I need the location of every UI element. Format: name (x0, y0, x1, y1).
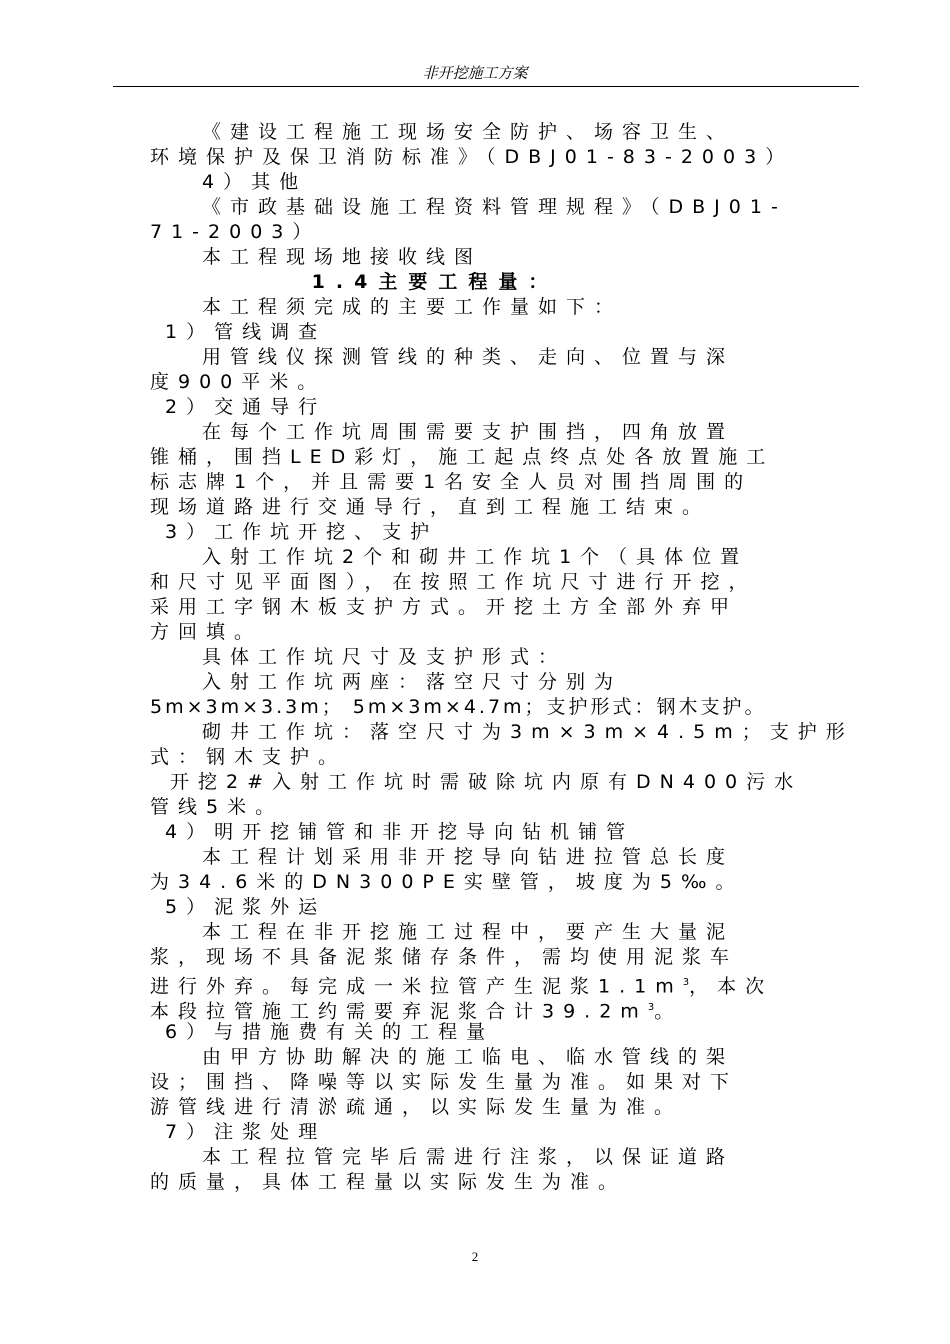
text-line: 为34.6米的DN300PE实壁管，坡度为5‰。 (150, 871, 744, 893)
text-line: 4）其他 (202, 171, 308, 193)
text-line: 的质量，具体工程量以实际发生为准。 (150, 1171, 627, 1193)
text-line: 设；围挡、降噪等以实际发生量为准。如果对下 (150, 1071, 739, 1093)
text-segment: 本段拉管施工约需要弃泥浆合计39.2m (150, 1000, 648, 1023)
text-line: 本工程拉管完毕后需进行注浆，以保证道路 (202, 1146, 735, 1168)
text-line: 用管线仪探测管线的种类、走向、位置与深 (202, 346, 735, 368)
text-line: 开挖2#入射工作坑时需破除坑内原有DN400污水 (170, 771, 803, 793)
list-heading: 5）泥浆外运 (165, 896, 327, 918)
list-heading: 1）管线调查 (165, 321, 327, 343)
list-heading: 4）明开挖铺管和非开挖导向钻机铺管 (165, 821, 635, 843)
text-segment: 。 (654, 1000, 683, 1023)
text-line: 在每个工作坑周围需要支护围挡，四角放置 (202, 421, 735, 443)
text-line: 入射工作坑两座：落空尺寸分别为 (202, 671, 623, 693)
text-line: 71-2003） (150, 221, 321, 243)
text-line: 《市政基础设施工程资料管理规程》（DBJ01- (202, 196, 787, 218)
text-line (150, 970, 850, 998)
text-line: 环境保护及保卫消防标准》（DBJ01-83-2003） (150, 146, 794, 168)
text-segment: 进行外弃。每完成一米拉管产生泥浆1.1m (150, 975, 683, 998)
text-line: 《建设工程施工现场安全防护、场容卫生、 (202, 121, 735, 143)
text-line: 方回填。 (150, 621, 263, 643)
header-divider (113, 86, 859, 87)
document-body (150, 120, 854, 1195)
header-title: 非开挖施工方案 (422, 64, 528, 82)
text-line (150, 995, 850, 1023)
text-line: 本工程须完成的主要工作量如下： (202, 296, 623, 318)
superscript: 3 (647, 1002, 655, 1013)
list-heading: 3）工作坑开挖、支护 (165, 521, 439, 543)
list-heading: 2）交通导行 (165, 396, 327, 418)
text-line: 入射工作坑2个和砌井工作坑1个（具体位置 (202, 546, 749, 568)
text-line: 本工程计划采用非开挖导向钻进拉管总长度 (202, 846, 735, 868)
text-line: 标志牌1个，并且需要1名安全人员对围挡周围的 (150, 471, 753, 493)
text-line: 管线5米。 (150, 796, 284, 818)
text-line: 具体工作坑尺寸及支护形式： (202, 646, 567, 668)
superscript: 3 (682, 977, 690, 988)
text-line: 砌井工作坑：落空尺寸为3m×3m×4.5m；支护形 (202, 721, 854, 743)
section-heading: 1.4主要工程量： (311, 271, 559, 293)
text-line: 和尺寸见平面图），在按照工作坑尺寸进行开挖， (150, 571, 757, 593)
list-heading: 6）与措施费有关的工程量 (165, 1021, 495, 1043)
text-segment: ，本次 (689, 975, 774, 998)
text-line: 式：钢木支护。 (150, 746, 347, 768)
list-heading: 7）注浆处理 (165, 1121, 327, 1143)
text-line: 本工程在非开挖施工过程中，要产生大量泥 (202, 921, 735, 943)
text-line: 现场道路进行交通导行，直到工程施工结束。 (150, 496, 711, 518)
text-line: 锥桶，围挡LED彩灯，施工起点终点处各放置施工 (150, 446, 775, 468)
text-line: 本工程现场地接收线图 (202, 246, 483, 268)
page-number: 2 (471, 1249, 479, 1264)
text-line: 5m×3m×3.3m； 5m×3m×4.7m；支护形式：钢木支护。 (150, 696, 767, 718)
text-line: 度900平米。 (150, 371, 326, 393)
text-line: 游管线进行清淤疏通，以实际发生量为准。 (150, 1096, 683, 1118)
text-line: 采用工字钢木板支护方式。开挖土方全部外弃甲 (150, 596, 739, 618)
text-line: 由甲方协助解决的施工临电、临水管线的架 (202, 1046, 735, 1068)
text-line: 浆，现场不具备泥浆储存条件，需均使用泥浆车 (150, 946, 739, 968)
